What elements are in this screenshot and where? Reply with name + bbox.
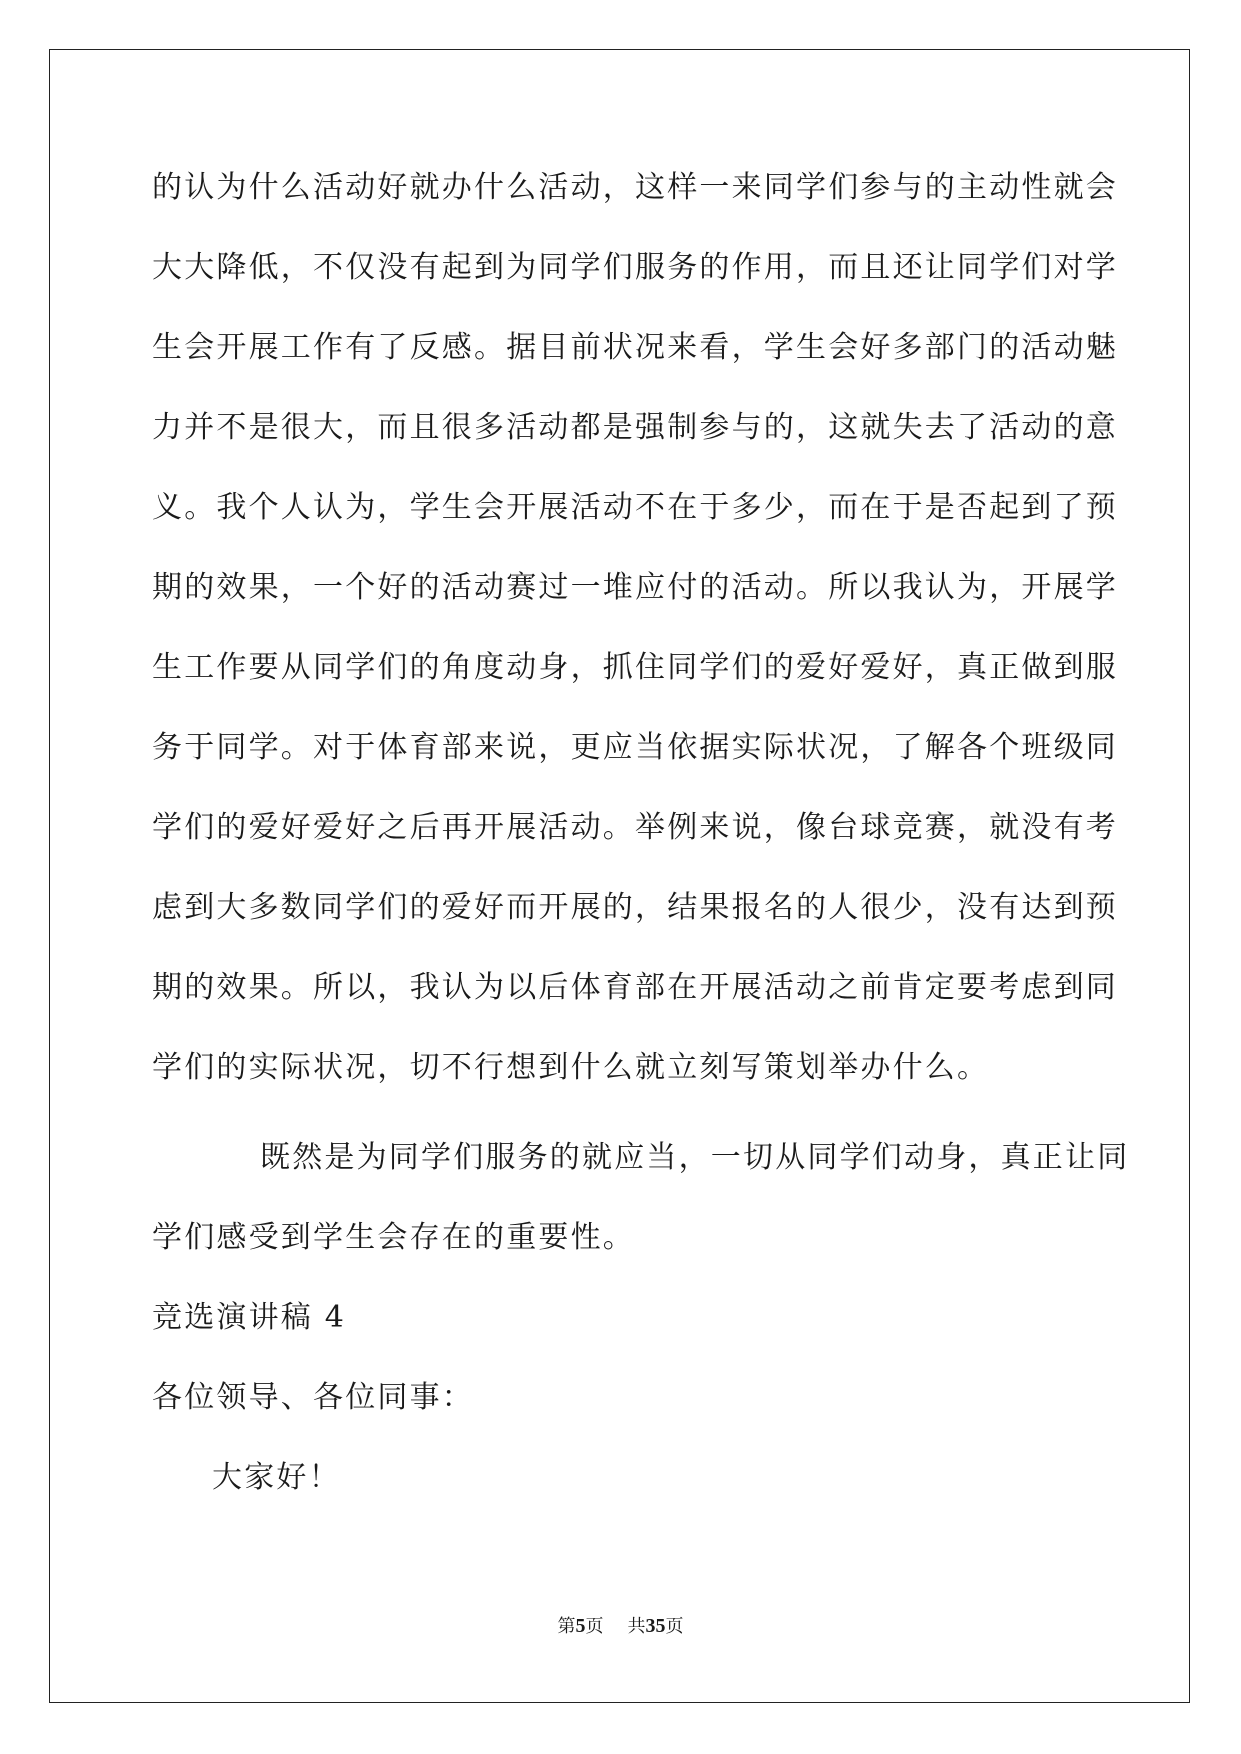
body-line: 期的效果。所以，我认为以后体育部在开展活动之前肯定要考虑到同 (152, 970, 1118, 1005)
body-line: 大大降低，不仅没有起到为同学们服务的作用，而且还让同学们对学 (152, 250, 1118, 285)
body-line: 义。我个人认为，学生会开展活动不在于多少，而在于是否起到了预 (152, 490, 1118, 525)
section-title: 竞选演讲稿 4 (152, 1300, 347, 1335)
page-prefix: 第 (557, 1616, 576, 1637)
body-line: 力并不是很大，而且很多活动都是强制参与的，这就失去了活动的意 (152, 410, 1118, 445)
page-suffix: 页 (585, 1616, 604, 1637)
total-prefix: 共 (627, 1616, 646, 1637)
body-line: 学们的爱好爱好之后再开展活动。举例来说，像台球竞赛，就没有考 (152, 810, 1118, 845)
page-border (49, 49, 1190, 1703)
body-line: 的认为什么活动好就办什么活动，这样一来同学们参与的主动性就会 (152, 170, 1118, 205)
salutation: 各位领导、各位同事： (152, 1380, 474, 1415)
greeting: 大家好！ (212, 1460, 341, 1495)
body-line: 务于同学。对于体育部来说，更应当依据实际状况，了解各个班级同 (152, 730, 1118, 765)
total-suffix: 页 (665, 1616, 684, 1637)
page-number: 5 (575, 1615, 586, 1637)
body-line: 生会开展工作有了反感。据目前状况来看，学生会好多部门的活动魅 (152, 330, 1118, 365)
total-pages: 35 (645, 1615, 666, 1637)
paragraph-line: 学们感受到学生会存在的重要性。 (152, 1220, 635, 1255)
body-line: 虑到大多数同学们的爱好而开展的，结果报名的人很少，没有达到预 (152, 890, 1118, 925)
body-line: 生工作要从同学们的角度动身，抓住同学们的爱好爱好，真正做到服 (152, 650, 1118, 685)
body-line: 学们的实际状况，切不行想到什么就立刻写策划举办什么。 (152, 1050, 990, 1085)
paragraph-line-indented: 既然是为同学们服务的就应当，一切从同学们动身，真正让同 (260, 1140, 1130, 1175)
page-footer (0, 1614, 1241, 1639)
body-line: 期的效果，一个好的活动赛过一堆应付的活动。所以我认为，开展学 (152, 570, 1118, 605)
